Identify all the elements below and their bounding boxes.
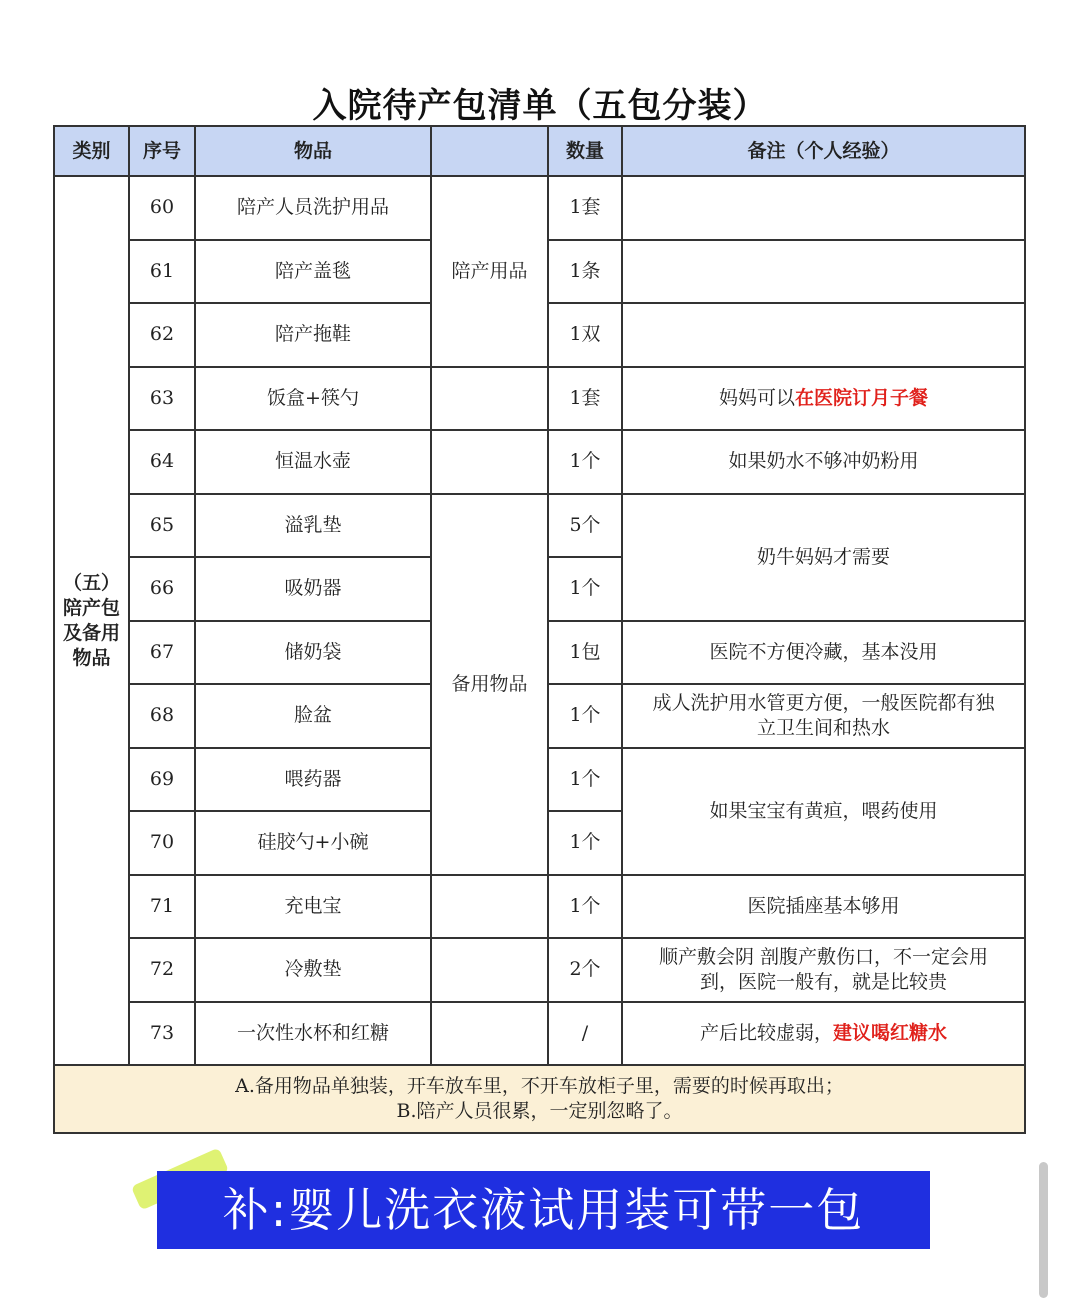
row-quantity: 1包	[548, 621, 622, 685]
row-note: 如果宝宝有黄疸，喂药使用	[622, 748, 1025, 875]
row-item: 陪产盖毯	[195, 240, 431, 304]
row-item: 陪产人员洗护用品	[195, 176, 431, 240]
row-number: 66	[129, 557, 195, 621]
note-text: 产后比较虚弱，	[699, 1021, 833, 1044]
header-row	[54, 126, 1025, 176]
table-row	[54, 367, 1025, 431]
row-note: 医院插座基本够用	[622, 875, 1025, 939]
row-quantity: 1条	[548, 240, 622, 304]
scrollbar[interactable]	[1039, 1162, 1048, 1298]
row-number: 65	[129, 494, 195, 558]
group-empty	[431, 938, 548, 1002]
checklist-table	[53, 125, 1026, 1134]
row-item: 硅胶勺+小碗	[195, 811, 431, 875]
row-quantity: 1个	[548, 811, 622, 875]
category-line: 陪产包	[62, 596, 120, 619]
row-item: 储奶袋	[195, 621, 431, 685]
note-line: 顺产敷会阴 剖腹产敷伤口，不一定会用	[658, 945, 989, 968]
row-item: 吸奶器	[195, 557, 431, 621]
header-number: 序号	[129, 126, 195, 176]
group-empty	[431, 875, 548, 939]
row-item: 脸盆	[195, 684, 431, 748]
row-number: 64	[129, 430, 195, 494]
row-item: 溢乳垫	[195, 494, 431, 558]
row-quantity: 1个	[548, 557, 622, 621]
table-row	[54, 176, 1025, 240]
note-highlight: 在医院订月子餐	[795, 386, 929, 409]
row-quantity: /	[548, 1002, 622, 1066]
row-number: 71	[129, 875, 195, 939]
table-row	[54, 938, 1025, 1002]
row-item: 饭盒+筷勺	[195, 367, 431, 431]
row-quantity: 1个	[548, 430, 622, 494]
row-note: 如果奶水不够冲奶粉用	[622, 430, 1025, 494]
row-item: 恒温水壶	[195, 430, 431, 494]
footer-line-b: B.陪产人员很累，一定别忽略了。	[396, 1100, 683, 1122]
table-row	[54, 875, 1025, 939]
row-item: 喂药器	[195, 748, 431, 812]
row-note-empty	[622, 240, 1025, 304]
group-empty	[431, 1002, 548, 1066]
header-item: 物品	[195, 126, 431, 176]
row-note: 医院不方便冷藏，基本没用	[622, 621, 1025, 685]
row-note: 奶牛妈妈才需要	[622, 494, 1025, 621]
row-item: 陪产拖鞋	[195, 303, 431, 367]
table-row	[54, 430, 1025, 494]
supplement-banner: 补:婴儿洗衣液试用装可带一包	[157, 1171, 930, 1249]
footer-row	[54, 1065, 1025, 1133]
row-quantity: 1个	[548, 875, 622, 939]
row-item: 冷敷垫	[195, 938, 431, 1002]
row-quantity: 1套	[548, 176, 622, 240]
table-row	[54, 1002, 1025, 1066]
group-empty	[431, 430, 548, 494]
note-highlight: 建议喝红糖水	[833, 1021, 948, 1044]
row-note	[622, 367, 1025, 431]
header-notes: 备注（个人经验）	[622, 126, 1025, 176]
note-text: 妈妈可以	[718, 386, 795, 409]
row-number: 67	[129, 621, 195, 685]
row-number: 73	[129, 1002, 195, 1066]
footer-line-a: A.备用物品单独装，开车放车里，不开车放柜子里，需要的时候再取出；	[235, 1075, 844, 1097]
row-note-empty	[622, 176, 1025, 240]
category-line: 物品	[72, 646, 111, 669]
header-quantity: 数量	[548, 126, 622, 176]
note-line: 到，医院一般有，就是比较贵	[699, 970, 947, 993]
note-line: 成人洗护用水管更方便，一般医院都有独	[652, 691, 995, 714]
row-note-empty	[622, 303, 1025, 367]
row-quantity: 1个	[548, 748, 622, 812]
header-group	[431, 126, 548, 176]
row-quantity: 1套	[548, 367, 622, 431]
row-number: 68	[129, 684, 195, 748]
row-quantity: 1双	[548, 303, 622, 367]
category-line: 及备用	[62, 621, 120, 644]
group-backup: 备用物品	[431, 494, 548, 875]
row-note	[622, 684, 1025, 748]
row-number: 61	[129, 240, 195, 304]
row-number: 60	[129, 176, 195, 240]
row-quantity: 5个	[548, 494, 622, 558]
row-quantity: 2个	[548, 938, 622, 1002]
category-line: （五）	[62, 571, 120, 594]
group-companion: 陪产用品	[431, 176, 548, 367]
header-category: 类别	[54, 126, 129, 176]
row-quantity: 1个	[548, 684, 622, 748]
category-cell	[54, 176, 129, 1065]
supplement-banner-area	[130, 1152, 950, 1262]
row-item: 充电宝	[195, 875, 431, 939]
row-item: 一次性水杯和红糖	[195, 1002, 431, 1066]
table-row	[54, 494, 1025, 558]
row-number: 63	[129, 367, 195, 431]
row-number: 69	[129, 748, 195, 812]
footer-note	[54, 1065, 1025, 1133]
page-title: 入院待产包清单（五包分装）	[312, 86, 768, 126]
note-line: 立卫生间和热水	[756, 716, 890, 739]
row-number: 62	[129, 303, 195, 367]
row-number: 72	[129, 938, 195, 1002]
row-number: 70	[129, 811, 195, 875]
row-note	[622, 1002, 1025, 1066]
group-empty	[431, 367, 548, 431]
row-note	[622, 938, 1025, 1002]
